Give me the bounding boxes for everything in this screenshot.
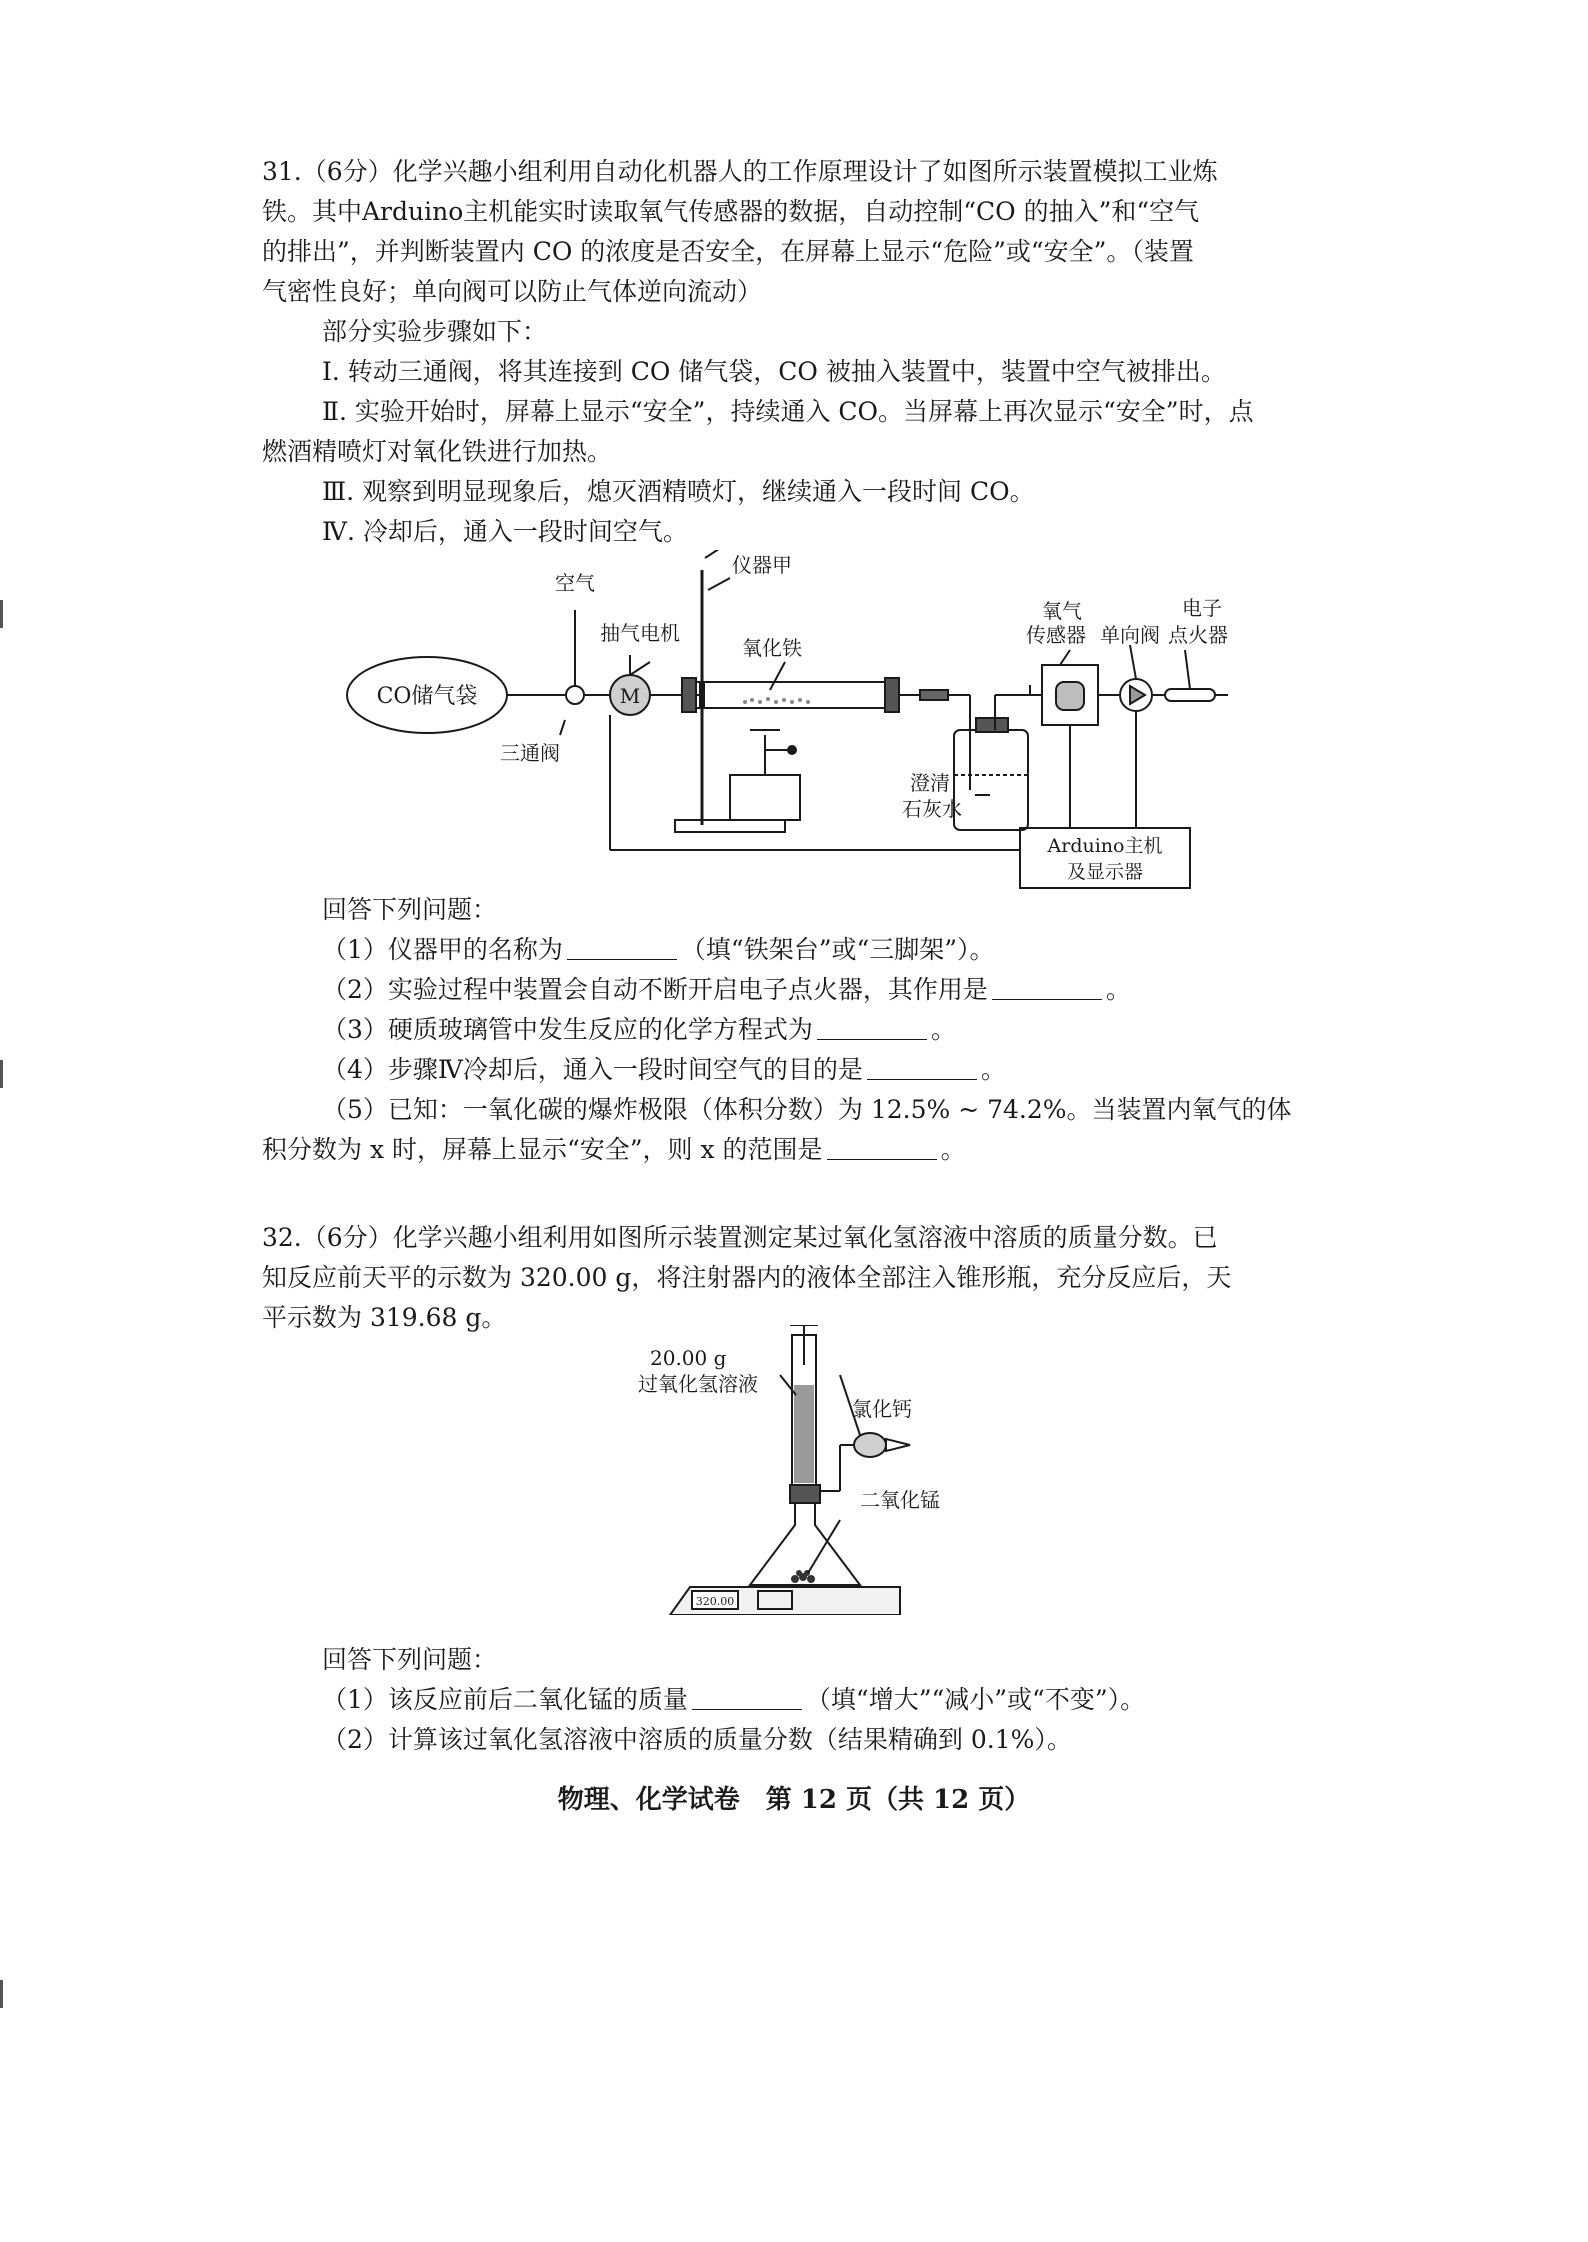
check-valve-label: 单向阀 xyxy=(1100,623,1160,647)
arduino-label-1: Arduino主机 xyxy=(1047,835,1163,857)
igniter-label-1: 电子 xyxy=(1182,596,1222,620)
sub-question-text: （4）步骤Ⅳ冷却后，通入一段时间空气的目的是 xyxy=(322,1055,863,1084)
sub-question-text: 。 xyxy=(940,1135,966,1164)
glass-tube xyxy=(690,682,890,708)
sub-question-text: （2）实验过程中装置会自动不断开启电子点火器，其作用是 xyxy=(322,975,988,1004)
answer-blank[interactable] xyxy=(817,1017,927,1040)
electronic-igniter xyxy=(1165,689,1215,701)
mass-label: 20.00 g xyxy=(650,1346,727,1370)
oxygen-sensor-label-1: 氧气 xyxy=(1042,599,1082,623)
question-32-stem xyxy=(262,1218,1352,1338)
sub-question-text: （填“增大”“减小”或“不变”）。 xyxy=(805,1685,1146,1714)
sub-question-2 xyxy=(262,970,1352,1010)
scan-edge-mark xyxy=(0,1980,3,2008)
sub-question-text: （1）仪器甲的名称为 xyxy=(322,935,563,964)
step-4: Ⅳ. 冷却后，通入一段时间空气。 xyxy=(322,517,688,546)
oxygen-sensor-label-2: 传感器 xyxy=(1026,623,1086,647)
co-bag-label: CO储气袋 xyxy=(376,684,478,709)
question-31-subquestions xyxy=(262,890,1352,1170)
iron-stand-base xyxy=(675,820,785,832)
three-way-valve-icon xyxy=(566,686,584,704)
arduino-label-2: 及显示器 xyxy=(1066,861,1144,883)
answer-intro: 回答下列问题： xyxy=(322,895,498,924)
stem-line: 32.（6分）化学兴趣小组利用如图所示装置测定某过氧化氢溶液中溶质的质量分数。已 xyxy=(262,1223,1218,1252)
stem-line: 知反应前天平的示数为 320.00 g，将注射器内的液体全部注入锥形瓶，充分反应后，天 xyxy=(262,1263,1232,1292)
answer-intro: 回答下列问题： xyxy=(322,1645,498,1674)
three-way-valve-label: 三通阀 xyxy=(500,741,560,765)
sub-question-text: （填“铁架台”或“三脚架”）。 xyxy=(680,935,995,964)
sub-question-text: （3）硬质玻璃管中发生反应的化学方程式为 xyxy=(322,1015,813,1044)
solution-label: 过氧化氢溶液 xyxy=(638,1372,758,1396)
instrument-a-label: 仪器甲 xyxy=(732,553,792,577)
step-1: Ⅰ. 转动三通阀，将其连接到 CO 储气袋，CO 被抽入装置中，装置中空气被排出。 xyxy=(322,357,1226,386)
answer-blank[interactable] xyxy=(827,1137,937,1160)
answer-blank[interactable] xyxy=(992,977,1102,1000)
sub-question-text: 。 xyxy=(980,1055,1006,1084)
sub-question-text: 。 xyxy=(930,1015,956,1044)
iron-smelting-apparatus-diagram xyxy=(330,550,1230,890)
manganese-dioxide-label: 二氧化锰 xyxy=(860,1488,940,1512)
steps-intro: 部分实验步骤如下： xyxy=(322,317,548,346)
lime-water-label-1: 澄清 xyxy=(910,771,950,795)
answer-blank[interactable] xyxy=(567,937,677,960)
sub-question-1 xyxy=(262,930,1352,970)
alcohol-lamp xyxy=(730,775,800,820)
sub-question-2: （2）计算该过氧化氢溶液中溶质的质量分数（结果精确到 0.1%）。 xyxy=(322,1725,1072,1754)
scan-edge-mark xyxy=(0,1060,3,1088)
step-2-cont: 燃酒精喷灯对氧化铁进行加热。 xyxy=(262,437,613,466)
pump-label: 抽气电机 xyxy=(600,621,680,645)
sub-question-5-cont xyxy=(262,1130,1352,1170)
sub-question-5: （5）已知：一氧化碳的爆炸极限（体积分数）为 12.5% ~ 74.2%。当装置内氧气的体 xyxy=(322,1095,1292,1124)
sub-question-4 xyxy=(262,1050,1352,1090)
motor-letter: M xyxy=(619,684,641,708)
sub-question-text: 积分数为 x 时，屏幕上显示“安全”，则 x 的范围是 xyxy=(262,1135,823,1164)
calcium-chloride-label: 氯化钙 xyxy=(852,1397,912,1421)
answer-blank[interactable] xyxy=(692,1687,802,1710)
air-label: 空气 xyxy=(555,571,595,595)
question-31-stem xyxy=(262,152,1352,552)
question-32-subquestions xyxy=(262,1640,1352,1760)
sub-question-1 xyxy=(262,1680,1352,1720)
step-2: Ⅱ. 实验开始时，屏幕上显示“安全”，持续通入 CO。当屏幕上再次显示“安全”时，点 xyxy=(322,397,1254,426)
stem-line: 气密性良好；单向阀可以防止气体逆向流动） xyxy=(262,277,763,306)
stem-line: 31.（6分）化学兴趣小组利用自动化机器人的工作原理设计了如图所示装置模拟工业炼 xyxy=(262,157,1218,186)
scale-display: 320.00 xyxy=(695,1595,735,1608)
stem-line: 的排出”，并判断装置内 CO 的浓度是否安全，在屏幕上显示“危险”或“安全”。（装置 xyxy=(262,237,1194,266)
stem-line: 铁。其中Arduino主机能实时读取氧气传感器的数据，自动控制“CO 的抽入”和“空气 xyxy=(262,197,1200,226)
sub-question-3 xyxy=(262,1010,1352,1050)
lime-water-label-2: 石灰水 xyxy=(902,797,962,821)
scan-edge-mark xyxy=(0,600,3,628)
flask-stopper xyxy=(790,1485,820,1503)
page-footer: 物理、化学试卷 第 12 页（共 12 页） xyxy=(557,1785,1031,1815)
answer-blank[interactable] xyxy=(867,1057,977,1080)
igniter-label-2: 点火器 xyxy=(1168,623,1228,647)
sub-question-text: 。 xyxy=(1105,975,1131,1004)
stem-line: 平示数为 319.68 g。 xyxy=(262,1303,507,1332)
sub-question-text: （1）该反应前后二氧化锰的质量 xyxy=(322,1685,688,1714)
lime-water-bottle xyxy=(954,730,1028,830)
iron-oxide-label: 氧化铁 xyxy=(742,636,802,660)
step-3: Ⅲ. 观察到明显现象后，熄灭酒精喷灯，继续通入一段时间 CO。 xyxy=(322,477,1035,506)
calcium-chloride-tube xyxy=(854,1433,886,1457)
